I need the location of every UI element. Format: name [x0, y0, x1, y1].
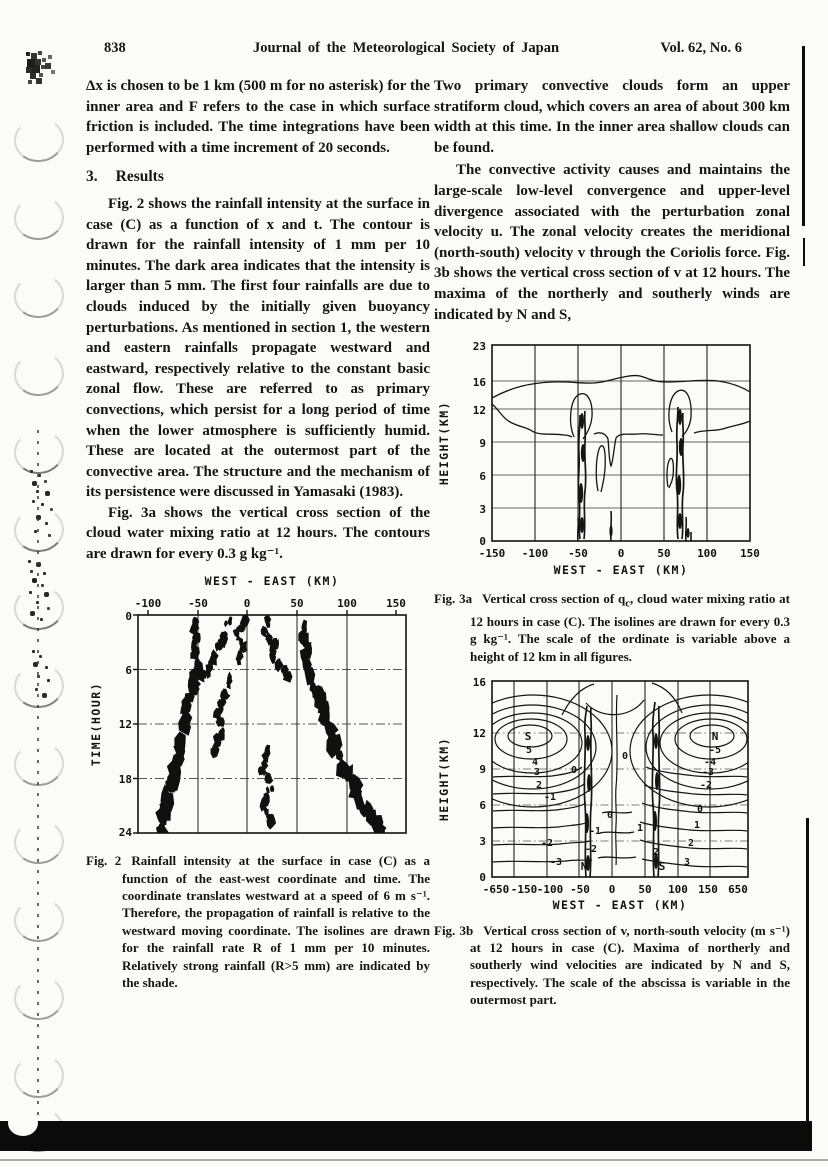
svg-text:1: 1 — [636, 822, 644, 834]
journal-title: Journal of the Meteorological Society of Japan — [252, 40, 560, 56]
svg-text:0: 0 — [608, 882, 616, 896]
fig3a-y-axis-title: HEIGHT(KM) — [437, 401, 451, 486]
svg-text:0: 0 — [696, 803, 704, 815]
svg-text:0: 0 — [125, 609, 132, 623]
binder-ring — [12, 584, 66, 633]
left-column — [86, 76, 430, 992]
fig3a-caption-sub: c — [625, 597, 630, 610]
svg-text:-4: -4 — [703, 756, 717, 768]
fig3b-contour-labels — [525, 730, 721, 873]
svg-text:-1: -1 — [543, 791, 557, 803]
svg-text:-50: -50 — [188, 596, 208, 610]
svg-text:18: 18 — [118, 772, 132, 786]
binder-ring — [12, 350, 66, 399]
svg-text:N: N — [580, 859, 588, 873]
svg-text:3: 3 — [479, 503, 486, 517]
svg-text:150: 150 — [386, 596, 406, 610]
svg-text:2: 2 — [652, 846, 660, 858]
fig2-x-axis-title: WEST - EAST (KM) — [204, 573, 340, 588]
svg-text:0: 0 — [243, 596, 251, 610]
svg-text:-50: -50 — [568, 547, 588, 561]
svg-text:1: 1 — [693, 819, 701, 831]
svg-text:-50: -50 — [570, 882, 590, 896]
fig3b-y-tick-labels — [473, 676, 487, 884]
svg-text:650: 650 — [728, 882, 748, 896]
svg-text:6: 6 — [125, 663, 132, 677]
svg-text:100: 100 — [668, 882, 688, 896]
fig3a-caption — [434, 590, 790, 665]
binder-ring — [12, 818, 66, 867]
svg-text:-100: -100 — [536, 882, 564, 896]
svg-text:-3: -3 — [701, 766, 715, 778]
svg-text:150: 150 — [740, 547, 760, 561]
volume-issue: Vol. 62, No. 6 — [660, 40, 742, 56]
svg-text:6: 6 — [479, 798, 486, 812]
binder-ring — [12, 896, 66, 945]
binder-ring — [12, 194, 66, 243]
fig3b-x-tick-labels — [483, 883, 748, 896]
svg-text:16: 16 — [472, 376, 486, 390]
figure-2 — [86, 569, 430, 851]
binder-ring — [12, 272, 66, 321]
binder-ring — [12, 1052, 66, 1101]
scan-speckles — [28, 560, 31, 563]
section-heading-results — [86, 167, 430, 188]
fig3a-x-tick-labels — [479, 547, 760, 560]
right-column — [434, 76, 790, 1009]
svg-text:-150: -150 — [510, 882, 538, 896]
fig2-caption-text: Rainfall intensity at the surface in case (C) as a function of the east-west coordinate and time. The coordinate translates westward at a speed of 6 m s⁻¹. Therefore, the propagation of rainfall is relative to the westward moving coordinate. The isolines are drawn for the rainfall rate R of 1 mm per 10 minutes. Relatively strong rainfall (R>5 mm) are indicated by the shade. — [122, 853, 430, 991]
svg-text:-100: -100 — [134, 596, 162, 610]
svg-text:4: 4 — [531, 756, 539, 768]
svg-text:2: 2 — [687, 837, 695, 849]
fig3b-x-axis-title: WEST - EAST (KM) — [552, 897, 688, 912]
fig3a-x-axis-title: WEST - EAST (KM) — [553, 563, 689, 578]
svg-text:3: 3 — [683, 856, 691, 868]
scan-speckles — [32, 650, 35, 653]
binder-ring — [12, 506, 66, 555]
svg-text:-2: -2 — [540, 837, 554, 849]
paragraph-results-fig2: Fig. 2 shows the rainfall intensity at the surface in case (C) as a function of x and t. The contour is drawn for the rainfall intensity of 1 mm per 10 minutes. The dark area indicates that the intensity is larger than 5 mm. The first four rainfalls are due to clouds induced by the initially given buoyancy perturbations. As mentioned in section 1, the western and eastern rainfalls propagate westward and eastward, respectively relative to the constant basic zonal flow. These are referred to as primary convections, which persist for a long period of time when the lower atmosphere is sufficiently humid. These are located at the outermost part of the convective area. The structure and the mechanism of its persistence were discussed in Yamasaki (1983). — [86, 195, 430, 501]
fig2-y-tick-labels — [119, 610, 133, 839]
svg-text:0: 0 — [570, 764, 578, 776]
svg-text:N: N — [711, 729, 719, 743]
fig2-caption — [86, 852, 430, 991]
fig3b-chart — [434, 673, 766, 913]
svg-text:12: 12 — [472, 404, 486, 418]
scan-speckles — [30, 470, 33, 473]
svg-text:12: 12 — [472, 726, 486, 740]
svg-text:150: 150 — [698, 882, 718, 896]
fig3b-y-axis-title: HEIGHT(KM) — [437, 736, 451, 822]
fig3a-caption-text-pre: Vertical cross section of q — [482, 590, 626, 606]
svg-text:-650: -650 — [482, 882, 510, 896]
scan-edge-line-bottom — [806, 818, 809, 1123]
fig3b-caption-text: Vertical cross section of v, north-south velocity (m s⁻¹) at 12 hours in case (C). Maxima of northerly and southerly wind velocities are indicated by N and S, respectively. The scale of the abscissa is variable in the outermost part. — [470, 922, 790, 1008]
figure-3a — [434, 335, 790, 588]
svg-text:0: 0 — [479, 870, 486, 884]
scan-bottom-hairline — [0, 1159, 828, 1161]
svg-text:-100: -100 — [521, 547, 549, 561]
paragraph-clouds: Two primary convective clouds form an upper stratiform cloud, which covers an area of about 300 km width at this time. In the inner area shallow clouds can be found. — [434, 78, 790, 156]
fig3a-y-tick-labels — [473, 340, 487, 548]
svg-text:-3: -3 — [549, 856, 563, 868]
svg-text:0: 0 — [606, 809, 614, 821]
binder-ring — [12, 662, 66, 711]
scan-bottom-band — [0, 1121, 812, 1151]
svg-text:2: 2 — [535, 779, 543, 791]
svg-text:6: 6 — [479, 470, 486, 484]
svg-text:-5: -5 — [708, 744, 722, 756]
paragraph-convective: The convective activity causes and maintains the large-scale low-level convergence and upper-level divergence associated with the perturbation zonal velocity u. The zonal velocity creates the meridional (north-south) velocity v through the Coriolis force. Fig. 3b shows the vertical cross section of v at 12 hours. The maxima of the northerly and southerly winds are indicated by N and S, — [434, 162, 790, 323]
svg-text:-2: -2 — [699, 779, 713, 791]
paragraph-model-setup: Δx is chosen to be 1 km (500 m for no asterisk) for the inner area and F refers to the case in which surface friction is included. The time integrations have been performed with a time increment of 20 seconds. — [86, 78, 430, 156]
section-number: 3. — [86, 168, 98, 186]
fig2-chart — [86, 569, 418, 844]
fig2-y-axis-title: TIME(HOUR) — [89, 681, 103, 766]
svg-text:S: S — [524, 729, 532, 743]
fig2-caption-label: Fig. 2 — [86, 853, 122, 869]
fig3b-caption-label: Fig. 3b — [434, 922, 474, 938]
page-number: 838 — [104, 40, 126, 56]
fig2-x-tick-labels — [135, 597, 406, 610]
svg-text:50: 50 — [290, 596, 304, 610]
scan-edge-line-top — [802, 46, 805, 226]
fig3a-chart — [434, 335, 766, 581]
svg-text:9: 9 — [479, 762, 486, 776]
svg-text:50: 50 — [638, 882, 652, 896]
svg-text:3: 3 — [533, 766, 541, 778]
svg-text:0: 0 — [621, 750, 629, 762]
svg-text:100: 100 — [697, 547, 717, 561]
fig3a-grid — [492, 345, 750, 541]
scan-edge-line-top2 — [803, 238, 805, 266]
fig3a-caption-label: Fig. 3a — [434, 590, 473, 606]
svg-text:S: S — [658, 859, 666, 873]
svg-text:12: 12 — [118, 717, 132, 731]
binder-ring — [12, 974, 66, 1023]
binder-ring — [12, 116, 66, 165]
svg-text:50: 50 — [657, 547, 671, 561]
fig3b-grid — [492, 681, 748, 877]
binder-ring — [12, 428, 66, 477]
scan-band-notch — [8, 1110, 38, 1136]
section-title: Results — [115, 168, 164, 186]
svg-text:-2: -2 — [584, 843, 598, 855]
fig3a-caption-text-post: , cloud water mixing ratio at 12 hours in case (C). The isolines are drawn for every 0.3 g kg⁻¹. The scale of the ordinate is variable above a height of 12 km in all figures. — [470, 590, 790, 664]
fig2-rainfall-shading — [155, 611, 386, 839]
paragraph-results-fig3a: Fig. 3a shows the vertical cross section of the cloud water mixing ratio at 12 hours. The contours are drawn for every 0.3 g kg⁻¹. — [86, 504, 430, 563]
fig3b-velocity-contours — [454, 683, 766, 877]
binder-ring — [12, 740, 66, 789]
scan-dotted-line — [37, 430, 39, 1120]
svg-text:16: 16 — [472, 675, 486, 689]
svg-text:3: 3 — [479, 834, 486, 848]
fig3b-caption — [434, 922, 790, 1009]
svg-text:23: 23 — [472, 340, 486, 354]
svg-text:0: 0 — [617, 547, 625, 561]
svg-text:0: 0 — [479, 535, 486, 549]
svg-text:24: 24 — [118, 825, 132, 839]
figure-3b — [434, 673, 790, 920]
svg-text:-150: -150 — [478, 547, 506, 561]
svg-text:9: 9 — [479, 437, 486, 451]
svg-text:5: 5 — [525, 744, 533, 756]
svg-text:100: 100 — [337, 596, 357, 610]
svg-text:-1: -1 — [588, 825, 602, 837]
